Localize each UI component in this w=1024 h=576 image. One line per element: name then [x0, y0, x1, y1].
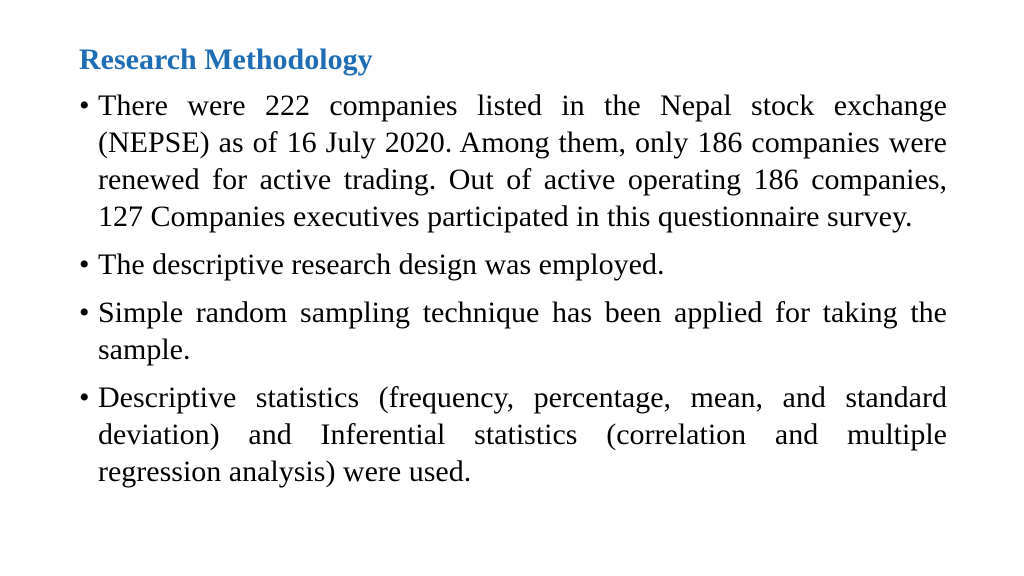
- bullet-dot-icon: •: [79, 89, 90, 122]
- bullet-item-2: [79, 246, 947, 283]
- bullet-item-3: [79, 294, 947, 368]
- bullet-list: [79, 87, 947, 501]
- bullet-item-1: [79, 87, 947, 235]
- slide-title: Research Methodology: [79, 43, 373, 76]
- bullet-dot-icon: •: [79, 296, 90, 329]
- bullet-item-4: [79, 379, 947, 490]
- bullet-text-4: Descriptive statistics (frequency, percentage, mean, and standard deviation) and Inferential statistics (correlation and multiple regression analysis) were used.: [98, 381, 947, 488]
- bullet-text-2: The descriptive research design was employed.: [98, 248, 665, 281]
- bullet-text-1: There were 222 companies listed in the Nepal stock exchange (NEPSE) as of 16 July 2020. Among them, only 186 companies were renewed for active trading. Out of active operating 186 companies, 127 Companies executives participated in this questionnaire survey.: [98, 89, 947, 233]
- bullet-dot-icon: •: [79, 248, 90, 281]
- bullet-dot-icon: •: [79, 381, 90, 414]
- bullet-text-3: Simple random sampling technique has been applied for taking the sample.: [98, 296, 947, 366]
